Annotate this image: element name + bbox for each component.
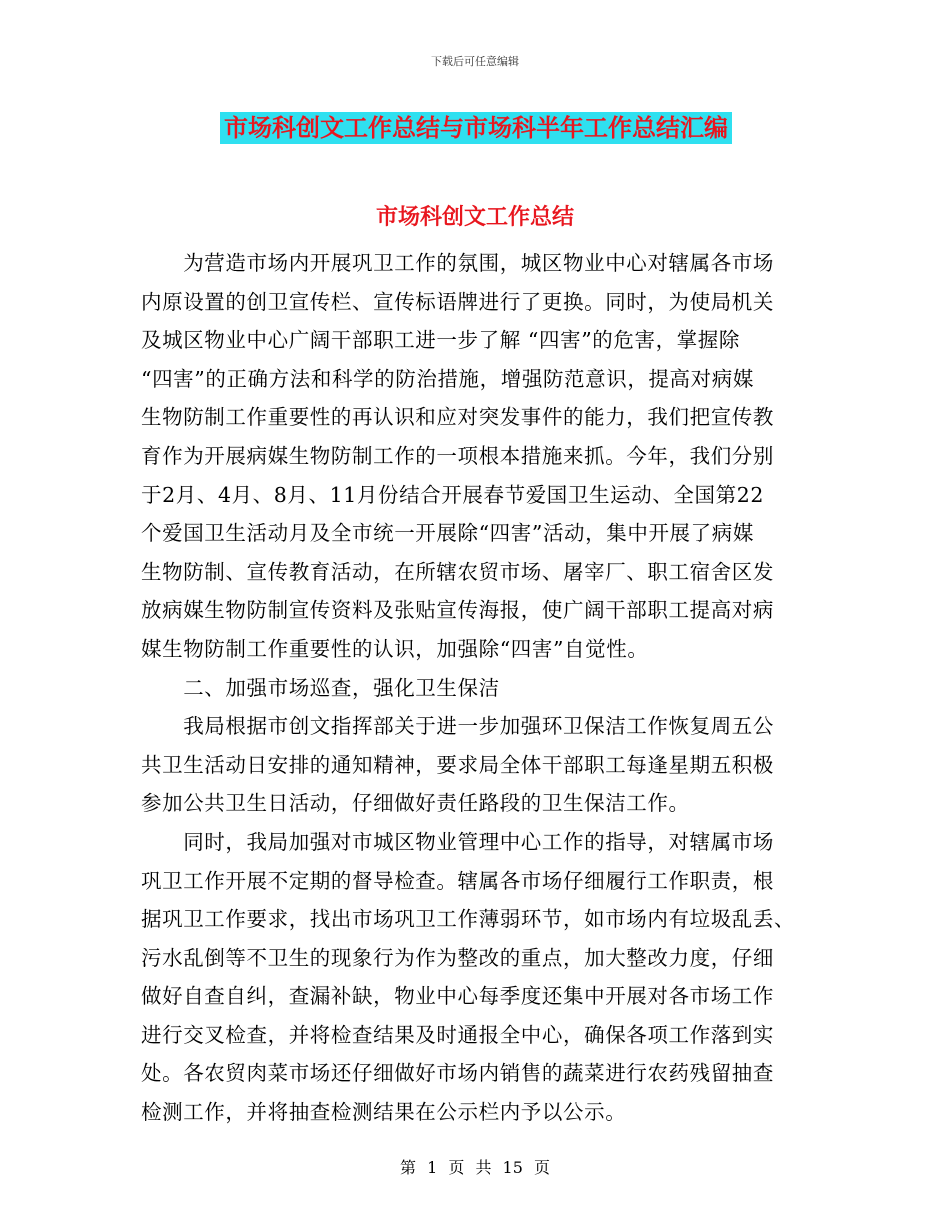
page-footer: 第 1 页 共 15 页 — [400, 1158, 550, 1177]
body-text — [141, 244, 821, 1132]
text-line: 于2月、4月、8月、11月份结合开展春节爱国卫生运动、全国第22 — [141, 482, 764, 507]
text-line: 进行交叉检查，并将检查结果及时通报全中心，确保各项工作落到实 — [141, 1022, 774, 1047]
header-note: 下载后可任意编辑 — [431, 55, 519, 68]
text-line: 我局根据市创文指挥部关于进一步加强环卫保洁工作恢复周五公 — [141, 714, 774, 739]
section-title: 市场科创文工作总结 — [375, 205, 574, 230]
text-line: 及城区物业中心广阔干部职工进一步了解 “四害”的危害，掌握除 — [141, 328, 740, 353]
text-line: 同时，我局加强对市城区物业管理中心工作的指导，对辖属市场 — [141, 829, 774, 854]
text-line: 放病媒生物防制宣传资料及张贴宣传海报，使广阔干部职工提高对病 — [141, 598, 774, 623]
text-line: 共卫生活动日安排的通知精神，要求局全体干部职工每逢星期五积极 — [141, 752, 774, 777]
text-line: 检测工作，并将抽查检测结果在公示栏内予以公示。 — [141, 1100, 627, 1125]
text-line: 生物防制工作重要性的再认识和应对突发事件的能力，我们把宣传教 — [141, 405, 774, 430]
document-title: 市场科创文工作总结与市场科半年工作总结汇编 — [220, 112, 732, 144]
text-line: 处。各农贸肉菜市场还仔细做好市场内销售的蔬菜进行农药残留抽查 — [141, 1061, 774, 1086]
text-line: 个爱国卫生活动月及全市统一开展除“四害”活动，集中开展了病媒 — [141, 521, 754, 546]
text-line: 做好自查自纠，查漏补缺，物业中心每季度还集中开展对各市场工作 — [141, 984, 774, 1009]
text-line: 据巩卫工作要求，找出市场巩卫工作薄弱环节，如市场内有垃圾乱丢、 — [141, 907, 796, 932]
text-line: 为营造市场内开展巩卫工作的氛围，城区物业中心对辖属各市场 — [141, 251, 774, 275]
text-line: 媒生物防制工作重要性的认识，加强除“四害”自觉性。 — [141, 636, 649, 661]
text-line: 生物防制、宣传教育活动，在所辖农贸市场、屠宰厂、职工宿舍区发 — [141, 559, 774, 584]
text-line: “四害”的正确方法和科学的防治措施，增强防范意识，提高对病媒 — [141, 366, 754, 391]
text-line: 参加公共卫生日活动，仔细做好责任路段的卫生保洁工作。 — [141, 791, 690, 816]
text-line: 巩卫工作开展不定期的督导检查。辖属各市场仔细履行工作职责，根 — [141, 868, 774, 893]
text-line: 污水乱倒等不卫生的现象行为作为整改的重点，加大整改力度，仔细 — [141, 945, 774, 970]
text-line: 育作为开展病媒生物防制工作的一项根本措施来抓。今年，我们分别 — [141, 443, 774, 468]
subheading-line: 二、加强市场巡查，强化卫生保洁 — [141, 675, 500, 700]
text-line: 内原设置的创卫宣传栏、宣传标语牌进行了更换。同时，为使局机关 — [141, 289, 774, 314]
